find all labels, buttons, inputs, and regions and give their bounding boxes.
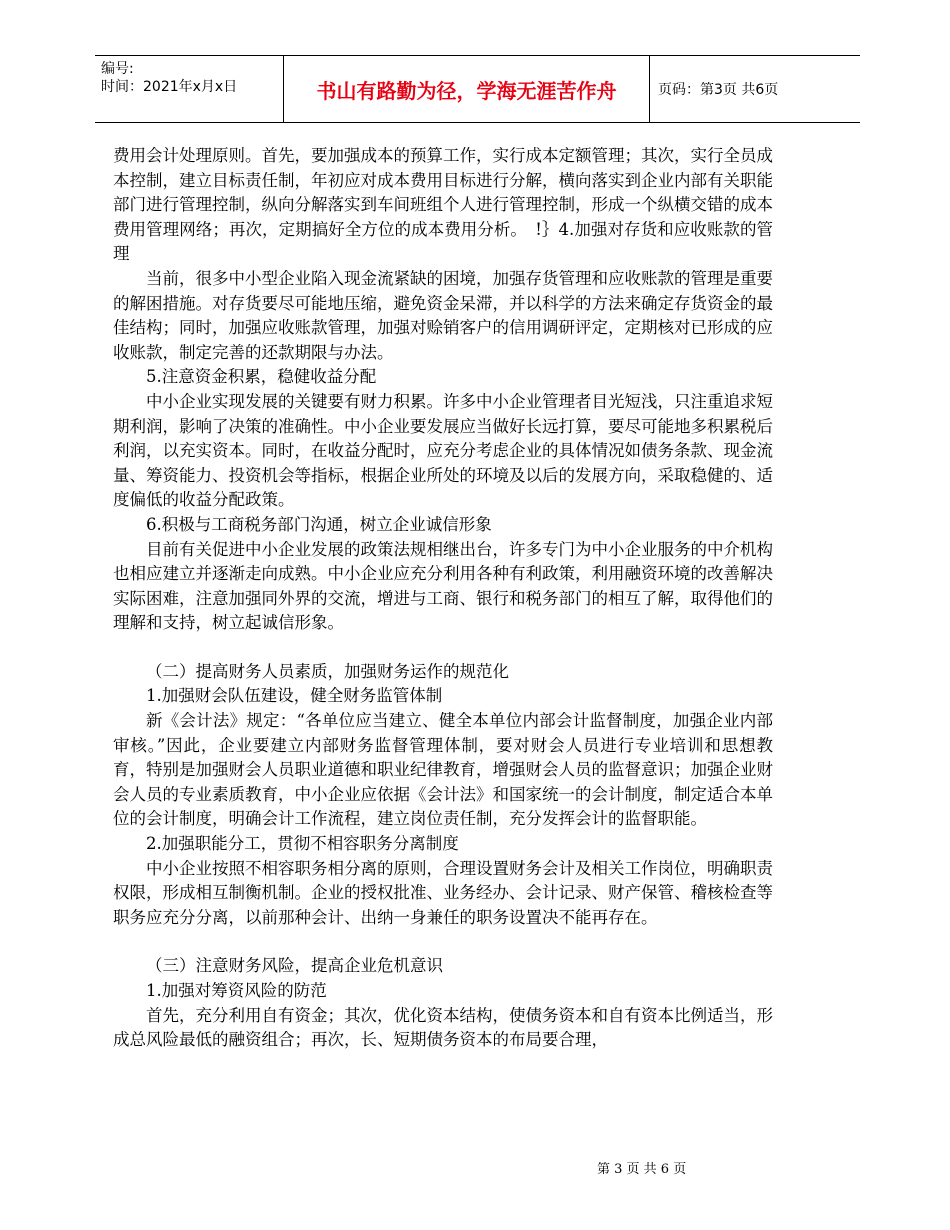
paragraph: 新《会计法》规定：“各单位应当建立、健全本单位内部会计监督制度，加强企业内部审核。”因此，企业要建立内部财务监督管理体制，要对财会人员进行专业培训和思想教育，特别是加强财会人员职业道德和职业纪律教育，增强财会人员的监督意识；加强企业财会人员的专业素质教育，中小企业应依据《会计法》和国家统一的会计制度，制定适合本单位的会计制度，明确会计工作流程，建立岗位责任制，充分发挥会计的监督职能。: [113, 711, 773, 829]
paragraph: 费用会计处理原则。首先，要加强成本的预算工作，实行成本定额管理；其次，实行全员成本控制，建立目标责任制，年初应对成本费用目标进行分解，横向落实到企业内部有关职能部门进行管理控制，纵向分解落实到车间班组个人进行管理控制，形成一个纵横交错的成本费用管理网络；再次，定期搞好全方位的成本费用分析。 !｝4.加强对存货和应收账款的管理: [113, 146, 773, 264]
paragraph: 目前有关促进中小企业发展的政策法规相继出台，许多专门为中小企业服务的中介机构也相应建立并逐渐走向成熟。中小企业应充分利用各种有利政策，利用融资环境的改善解决实际困难，注意加强同外界的交流，增进与工商、银行和税务部门的相互了解，取得他们的理解和支持，树立起诚信形象。: [113, 539, 773, 633]
subheading: 1.加强财会队伍建设，健全财务监管体制: [146, 686, 443, 706]
subheading: 5.注意资金积累，稳健收益分配: [146, 367, 377, 387]
paragraph: 中小企业按照不相容职务相分离的原则，合理设置财务会计及相关工作岗位，明确职责权限，形成相互制衡机制。企业的授权批准、业务经办、会计记录、财产保管、稽核检查等职务应充分分离，以前那种会计、出纳一身兼任的职务设置决不能再存在。: [113, 858, 773, 927]
header-motto: 书山有路勤为径，学海无涯苦作舟: [283, 56, 650, 122]
subheading: 2.加强职能分工，贯彻不相容职务分离制度: [146, 834, 459, 854]
code-label: 编号:: [101, 61, 134, 77]
paragraph: 中小企业实现发展的关键要有财力积累。许多中小企业管理者目光短浅，只注重追求短期利润，影响了决策的准确性。中小企业要发展应当做好长远打算，要尽可能地多积累税后利润，以充实资本。同时，在收益分配时，应充分考虑企业的具体情况如债务条款、现金流量、筹资能力、投资机会等指标，根据企业所处的环境及以后的发展方向，采取稳健的、适度偏低的收益分配政策。: [113, 391, 773, 510]
paragraph: 首先，充分利用自有资金；其次，优化资本结构，使债务资本和自有资本比例适当，形成总风险最低的融资组合；再次，长、短期债务资本的布局要合理，: [113, 1005, 773, 1050]
document-body: [113, 144, 773, 1053]
page-header: [95, 55, 860, 123]
subheading: 6.积极与工商税务部门沟通，树立企业诚信形象: [146, 514, 492, 534]
header-page-info: 页码：第3页 共6页: [658, 82, 779, 98]
subheading: 1.加强对筹资风险的防范: [146, 981, 327, 1000]
paragraph: 当前，很多中小型企业陷入现金流紧缺的困境，加强存货管理和应收账款的管理是重要的解困措施。对存货要尽可能地压缩，避免资金呆滞，并以科学的方法来确定存货资金的最佳结构；同时，加强应收账款管理，加强对赊销客户的信用调研评定，定期核对已形成的应收账款，制定完善的还款期限与办法。: [113, 268, 773, 362]
page-footer: 第 3 页 共 6 页: [597, 1162, 687, 1177]
time-label: 时间：2021年x月x日: [101, 79, 238, 95]
section-heading: （二）提高财务人员素质，加强财务运作的规范化: [146, 661, 509, 681]
header-meta: [95, 56, 283, 122]
section-heading: （三）注意财务风险，提高企业危机意识: [146, 956, 443, 976]
